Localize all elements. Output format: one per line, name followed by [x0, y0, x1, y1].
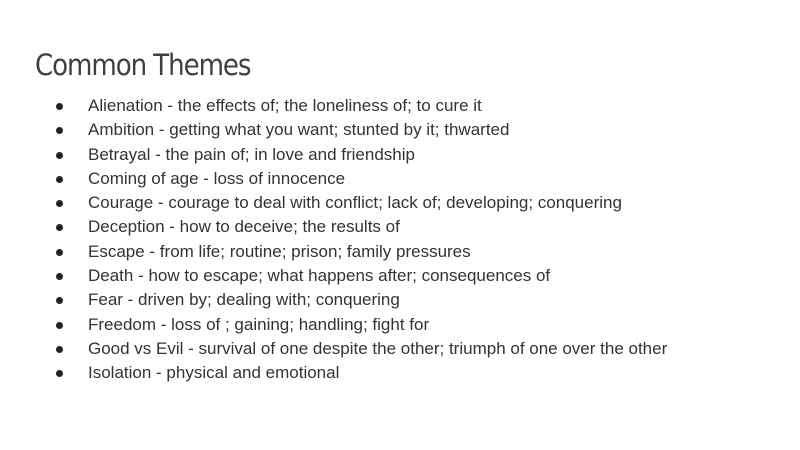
list-item-text: Fear - driven by; dealing with; conquering: [88, 290, 400, 310]
list-item-text: Good vs Evil - survival of one despite the other; triumph of one over the other: [88, 338, 668, 358]
bullet-icon: [56, 103, 63, 110]
bullet-icon: [56, 127, 63, 134]
bullet-icon: [56, 370, 63, 377]
slide-title: Common Themes: [35, 48, 251, 82]
list-item-text: Freedom - loss of ; gaining; handling; fight for: [88, 314, 430, 334]
bullet-icon: [56, 297, 63, 304]
bullet-icon: [56, 224, 63, 231]
list-item-text: Escape - from life; routine; prison; family pressures: [88, 241, 471, 261]
bullet-icon: [56, 200, 63, 207]
list-item-text: Isolation - physical and emotional: [88, 363, 340, 383]
list-item-text: Coming of age - loss of innocence: [88, 168, 346, 188]
list-item-text: Death - how to escape; what happens after; consequences of: [88, 266, 551, 286]
bullet-icon: [56, 322, 63, 329]
list-item-text: Alienation - the effects of; the loneliness of; to cure it: [88, 96, 482, 115]
list-item-text: Betrayal - the pain of; in love and friendship: [88, 144, 415, 164]
bullet-icon: [56, 346, 63, 353]
bullet-icon: [56, 152, 63, 159]
bullet-icon: [56, 176, 63, 183]
list-item-text: Courage - courage to deal with conflict; lack of; developing; conquering: [88, 193, 622, 213]
bullet-icon: [56, 249, 63, 256]
list-item-text: Deception - how to deceive; the results of: [88, 217, 400, 237]
bullet-icon: [56, 273, 63, 280]
list-item-text: Ambition - getting what you want; stunted by it; thwarted: [88, 120, 510, 140]
